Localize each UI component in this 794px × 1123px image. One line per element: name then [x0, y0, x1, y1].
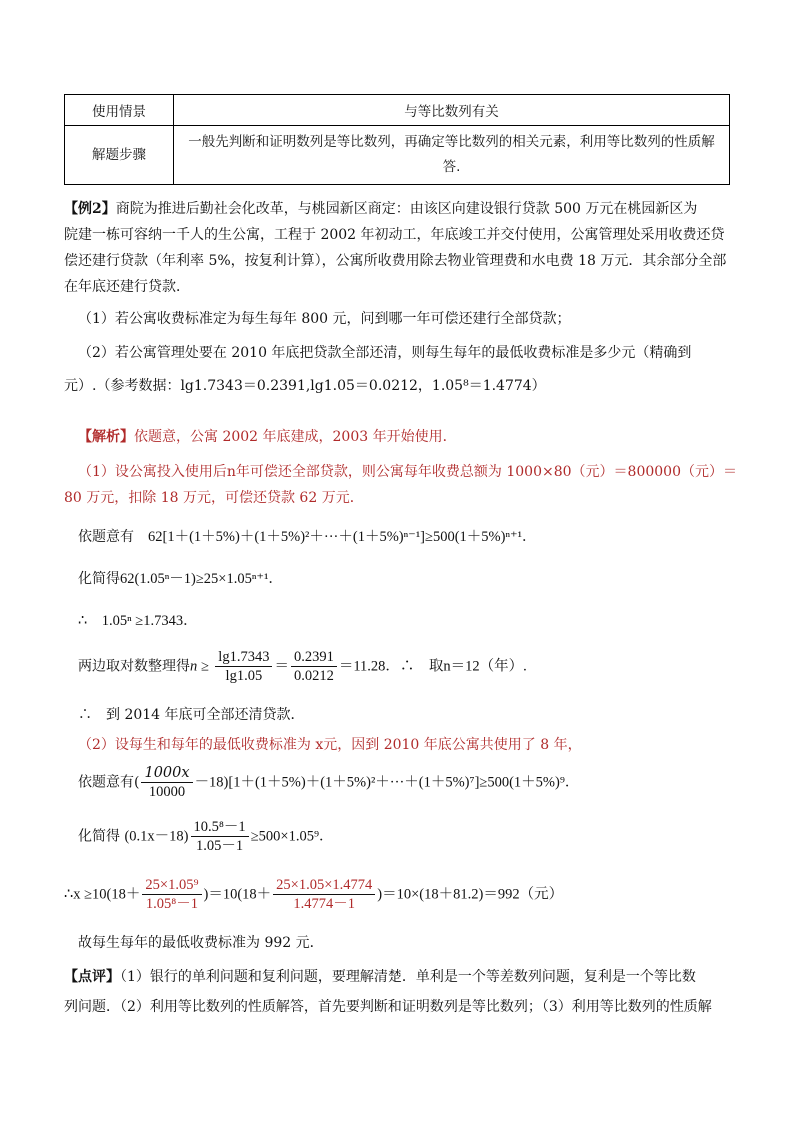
equation-7: 化简得 (0.1x－18) $\frac{\text{10.5⁸－1}}{1.05-1}$ ≥500×1.05⁹．: [78, 819, 334, 854]
info-table: [64, 94, 730, 185]
fraction: $\frac{1000x}{10000}$: [141, 764, 192, 801]
conclusion: 故每生每年的最低收费标准为 992 元．: [78, 935, 324, 951]
table-key: 使用情景: [65, 95, 174, 126]
solution-tag: 【解析】: [78, 429, 134, 445]
example-line: 院建一栋可容纳一千人的生公寓，工程于 2002 年初动工，年底竣工并交付使用，公寓管理处采用收费还贷: [64, 227, 725, 243]
solution-part2: （2）设每生和每年的最低收费标准为 x元，因到 2010 年底公寓共使用了 8 年，: [78, 737, 582, 753]
table-row: [65, 95, 730, 126]
equation-4: 两边取对数整理得n ≥ $\frac{\lg 1.7343}{\lg 1.05}$ ＝ $\frac{0.2391}{0.0212}$ ＝11.28．∴ 取n＝12（年）.: [78, 649, 527, 684]
comment-line: 列问题．（2）利用等比数列的性质解答，首先要判断和证明数列是等比数列；（3）利用等比数列的性质解: [64, 999, 712, 1015]
fraction: $\frac{\text{25×1.05⁹}}{\text{1.05⁸－1}}$: [142, 876, 201, 913]
question-2: （2）若公寓管理处要在 2010 年底把贷款全部还清，则每生每年的最低收费标准是多少元（精确到: [78, 345, 692, 361]
table-value: 一般先判断和证明数列是等比数列，再确定等比数列的相关元素，利用等比数列的性质解 答.: [174, 126, 730, 185]
question-1: （1）若公寓收费标准定为每生每年 800 元，问到哪一年可偿还建行全部贷款；: [78, 311, 571, 327]
table-row: [65, 126, 730, 185]
example-line: 偿还建行贷款（年利率 5%，按复利计算），公寓所收费用除去物业管理费和水电费 18 万元．其余部分全部: [64, 253, 727, 269]
table-value: 与等比数列有关: [174, 95, 730, 126]
table-key: 解题步骤: [65, 126, 174, 185]
equation-8: ∴x ≥10(18＋ $\frac{\text{25×1.05⁹}}{\text{1.05⁸－1}}$ )＝10(18＋ $\frac{25\times 1.05\times 1.4774}{1.4774-1}$ )＝10×(18＋81.2)＝992（元）: [64, 877, 564, 912]
equation-1: 依题意有 62[1＋(1＋5%)＋(1＋5%)²＋···＋(1＋5%)ⁿ⁻¹]≥500(1＋5%)ⁿ⁺¹．: [78, 529, 537, 545]
equation-3: ∴ 1.05ⁿ ≥1.7343．: [78, 613, 198, 629]
example-line: 【例2】商院为推进后勤社会化改革，与桃园新区商定：由该区向建设银行贷款 500 万元在桃园新区为: [64, 201, 698, 217]
question-2-cont: 元）.（参考数据：lg1.7343＝0.2391,lg1.05＝0.0212，1.05⁸＝1.4774）: [64, 378, 546, 394]
fraction: $\frac{\text{10.5⁸－1}}{1.05-1}$: [191, 818, 249, 855]
fraction: $\frac{25\times 1.05\times 1.4774}{1.4774-1}$: [273, 876, 375, 913]
comment-line: 【点评】（1）银行的单利问题和复利问题，要理解清楚．单利是一个等差数列问题，复利是一个等比数: [64, 969, 696, 985]
example-line: 在年底还建行贷款．: [64, 279, 190, 295]
solution-intro: 【解析】依题意，公寓 2002 年底建成，2003 年开始使用．: [78, 429, 457, 445]
fraction: $\frac{0.2391}{0.0212}$: [291, 648, 337, 685]
example-tag: 【例2】: [64, 201, 116, 217]
equation-5: ∴ 到 2014 年底可全部还清贷款．: [78, 707, 305, 723]
equation-6: 依题意有( $\frac{1000x}{10000}$ －18)[1＋(1＋5%)＋(1＋5%)²＋···＋(1＋5%)⁷]≥500(1＋5%)⁹．: [78, 765, 580, 800]
equation-2: 化简得62(1.05ⁿ－1)≥25×1.05ⁿ⁺¹．: [78, 571, 283, 587]
fraction: $\frac{\lg 1.7343}{\lg 1.05}$: [215, 648, 272, 685]
solution-part1: （1）设公寓投入使用后n年可偿还全部贷款，则公寓每年收费总额为 1000×80（元）＝800000（元）＝: [78, 464, 737, 480]
solution-part1-cont: 80 万元，扣除 18 万元，可偿还贷款 62 万元．: [64, 490, 364, 506]
comment-tag: 【点评】: [64, 969, 120, 985]
